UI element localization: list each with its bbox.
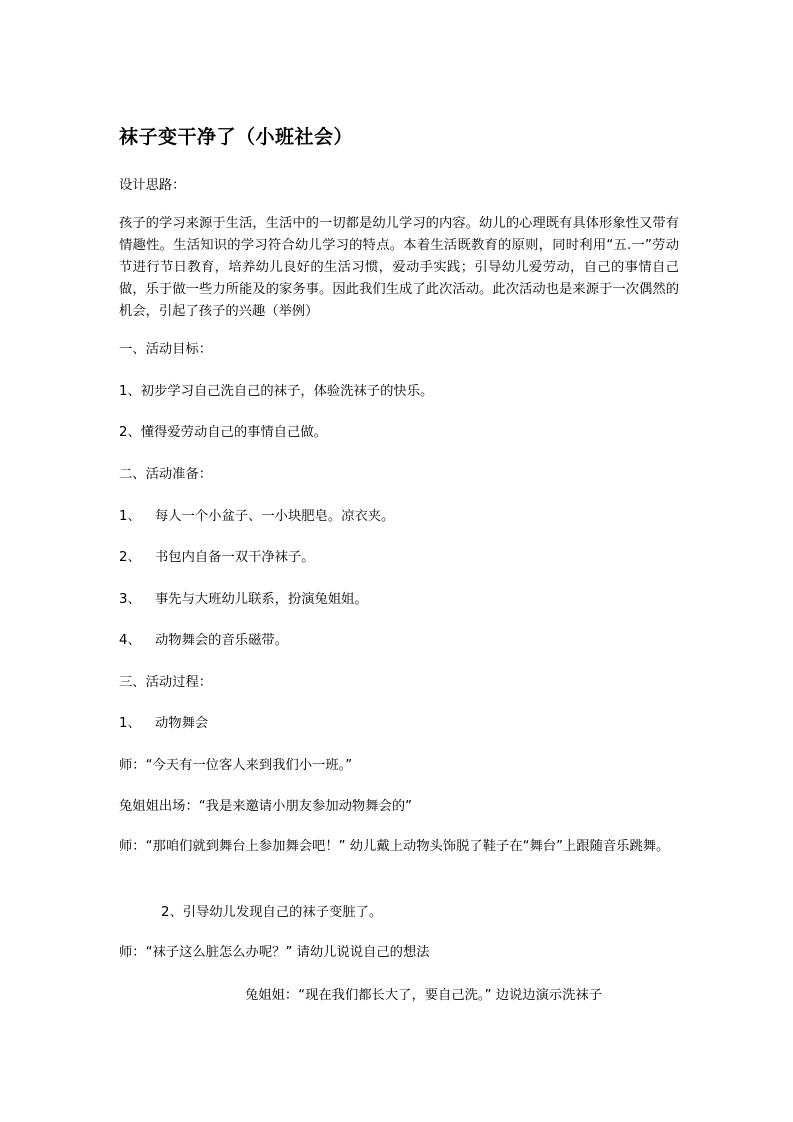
process-heading: 三、活动过程： bbox=[119, 675, 213, 690]
dialogue-line: 兔姐姐出场：“我是来邀请小朋友参加动物舞会的” bbox=[119, 799, 413, 814]
preparation-heading: 二、活动准备： bbox=[119, 467, 213, 482]
dialogue-line: 兔姐姐：“现在我们都长大了，要自己洗。” 边说边演示洗袜子 bbox=[245, 988, 603, 1003]
dialogue-line: 师：“今天有一位客人来到我们小一班。” bbox=[119, 758, 353, 773]
item-number: 3、 bbox=[119, 592, 141, 607]
step-text: 动物舞会 bbox=[155, 716, 209, 731]
preparation-item bbox=[119, 631, 288, 651]
dialogue-line: 师：“袜子这么脏怎么办呢？” 请幼儿说说自己的想法 bbox=[119, 945, 430, 960]
dialogue-line: 师：“那咱们就到舞台上参加舞会吧！” 幼儿戴上动物头饰脱了鞋子在“舞台”上跟随音乐跳舞。 bbox=[119, 839, 670, 854]
page-title: 袜子变干净了（小班社会） bbox=[119, 126, 354, 148]
item-number: 1、 bbox=[119, 509, 141, 524]
step-number: 1、 bbox=[119, 716, 141, 731]
item-text: 书包内自备一双干净袜子。 bbox=[155, 550, 315, 565]
goals-heading: 一、活动目标： bbox=[119, 342, 213, 357]
item-number: 4、 bbox=[119, 633, 141, 648]
design-heading: 设计思路： bbox=[119, 178, 186, 193]
preparation-item bbox=[119, 507, 394, 527]
item-text: 事先与大班幼儿联系，扮演兔姐姐。 bbox=[155, 592, 368, 607]
preparation-item bbox=[119, 590, 368, 610]
item-text: 每人一个小盆子、一小块肥皂。凉衣夹。 bbox=[155, 509, 395, 524]
preparation-item bbox=[119, 548, 315, 568]
process-step bbox=[119, 714, 208, 734]
goal-item: 2、懂得爱劳动自己的事情自己做。 bbox=[119, 425, 327, 440]
goal-item: 1、初步学习自己洗自己的袜子，体验洗袜子的快乐。 bbox=[119, 384, 434, 399]
design-paragraph: 孩子的学习来源于生活，生活中的一切都是幼儿学习的内容。幼儿的心理既有具体形象性又带有情趣性。生活知识的学习符合幼儿学习的特点。本着生活既教育的原则，同时利用“五.一”劳动节进行节日教育，培养幼儿良好的生活习惯，爱动手实践；引导幼儿爱劳动，自己的事情自己做，乐于做一些力所能及的家务事。因此我们生成了此次活动。此次活动也是来源于一次偶然的机会，引起了孩子的兴趣（举例） bbox=[119, 216, 679, 319]
process-step: 2、引导幼儿发现自己的袜子变脏了。 bbox=[161, 905, 383, 920]
item-number: 2、 bbox=[119, 550, 141, 565]
item-text: 动物舞会的音乐磁带。 bbox=[155, 633, 288, 648]
